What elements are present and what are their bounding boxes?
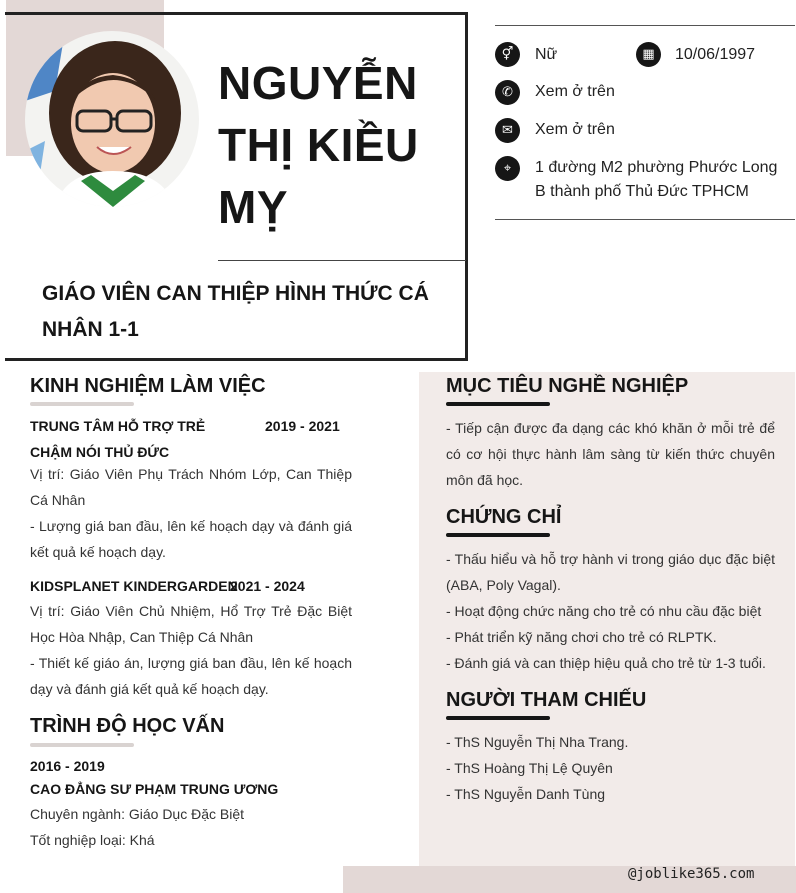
objective-underline [446,402,550,406]
reference-item: - ThS Hoàng Thị Lệ Quyên [446,760,613,776]
education-school: CAO ĐẲNG SƯ PHẠM TRUNG ƯƠNG [30,781,279,797]
contact-bottom-rule [495,219,795,220]
job-title: GIÁO VIÊN CAN THIỆP HÌNH THỨC CÁ NHÂN 1-1 [42,282,429,341]
email-text: Xem ở trên [535,121,615,138]
email-icon: ✉ [495,118,520,143]
gender-text: Nữ [535,46,558,63]
certificate-item: - Hoạt động chức năng cho trẻ có nhu cầu đặc biệt [446,603,762,619]
education-grade: Tốt nghiệp loại: Khá [30,832,155,848]
phone-text: Xem ở trên [535,83,615,100]
experience-underline [30,402,134,406]
objective-text: - Tiếp cận được đa dạng các khó khăn ở mỗi trẻ để có cơ hội thực hành lâm sàng từ kiến thức chuyên môn đã học. [446,420,775,488]
job-2-years: 2021 - 2024 [230,578,305,594]
name-divider [218,260,466,261]
job-1-years: 2019 - 2021 [265,418,340,434]
certificate-item: - Đánh giá và can thiệp hiệu quả cho trẻ từ 1-3 tuổi. [446,655,766,671]
education-underline [30,743,134,747]
certificate-item: - Phát triển kỹ năng chơi cho trẻ có RLPTK. [446,629,717,645]
certificates-underline [446,533,550,537]
education-years: 2016 - 2019 [30,758,105,774]
references-heading: NGƯỜI THAM CHIẾU [446,689,647,711]
references-underline [446,716,550,720]
job-2-position: Vị trí: Giáo Viên Chủ Nhiệm, Hổ Trợ Trẻ Đặc Biệt Học Hòa Nhập, Can Thiệp Cá Nhân [30,603,352,645]
footer-watermark: @joblike365.com [628,866,755,882]
education-major: Chuyên ngành: Giáo Dục Đặc Biệt [30,806,245,822]
gender-icon: ⚥ [495,42,520,67]
job-1-description: - Lượng giá ban đầu, lên kế hoạch dạy và đánh giá kết quả kế hoạch dạy. [30,518,352,560]
dob-text: 10/06/1997 [675,46,756,63]
job-2-company: KIDSPLANET KINDERGARDEN [30,578,238,594]
certificates-heading: CHỨNG CHỈ [446,506,562,528]
address-text: 1 đường M2 phường Phước Long B thành phố Thủ Đức TPHCM [535,159,778,200]
contact-top-rule [495,25,795,26]
candidate-name: NGUYỄN THỊ KIỀU MỴ [218,57,419,233]
calendar-icon: ▦ [636,42,661,67]
job-2-description: - Thiết kế giáo án, lượng giá ban đầu, lên kế hoạch dạy và đánh giá kết quả kế hoạch dạy. [30,655,352,697]
certificate-item: - Thấu hiểu và hỗ trợ hành vi trong giáo dục đặc biệt (ABA, Poly Vagal). [446,551,775,593]
location-icon: ⌖ [495,156,520,181]
avatar [25,31,199,207]
reference-item: - ThS Nguyễn Danh Tùng [446,786,606,802]
reference-item: - ThS Nguyễn Thị Nha Trang. [446,734,629,750]
avatar-photo [25,31,199,207]
job-1-company: TRUNG TÂM HỖ TRỢ TRẺ CHẬM NÓI THỦ ĐỨC [30,418,206,460]
job-1-position: Vị trí: Giáo Viên Phụ Trách Nhóm Lớp, Can Thiệp Cá Nhân [30,466,352,508]
education-heading: TRÌNH ĐỘ HỌC VẤN [30,715,225,737]
phone-icon: ✆ [495,80,520,105]
objective-heading: MỤC TIÊU NGHỀ NGHIỆP [446,375,689,397]
experience-heading: KINH NGHIỆM LÀM VIỆC [30,375,266,397]
